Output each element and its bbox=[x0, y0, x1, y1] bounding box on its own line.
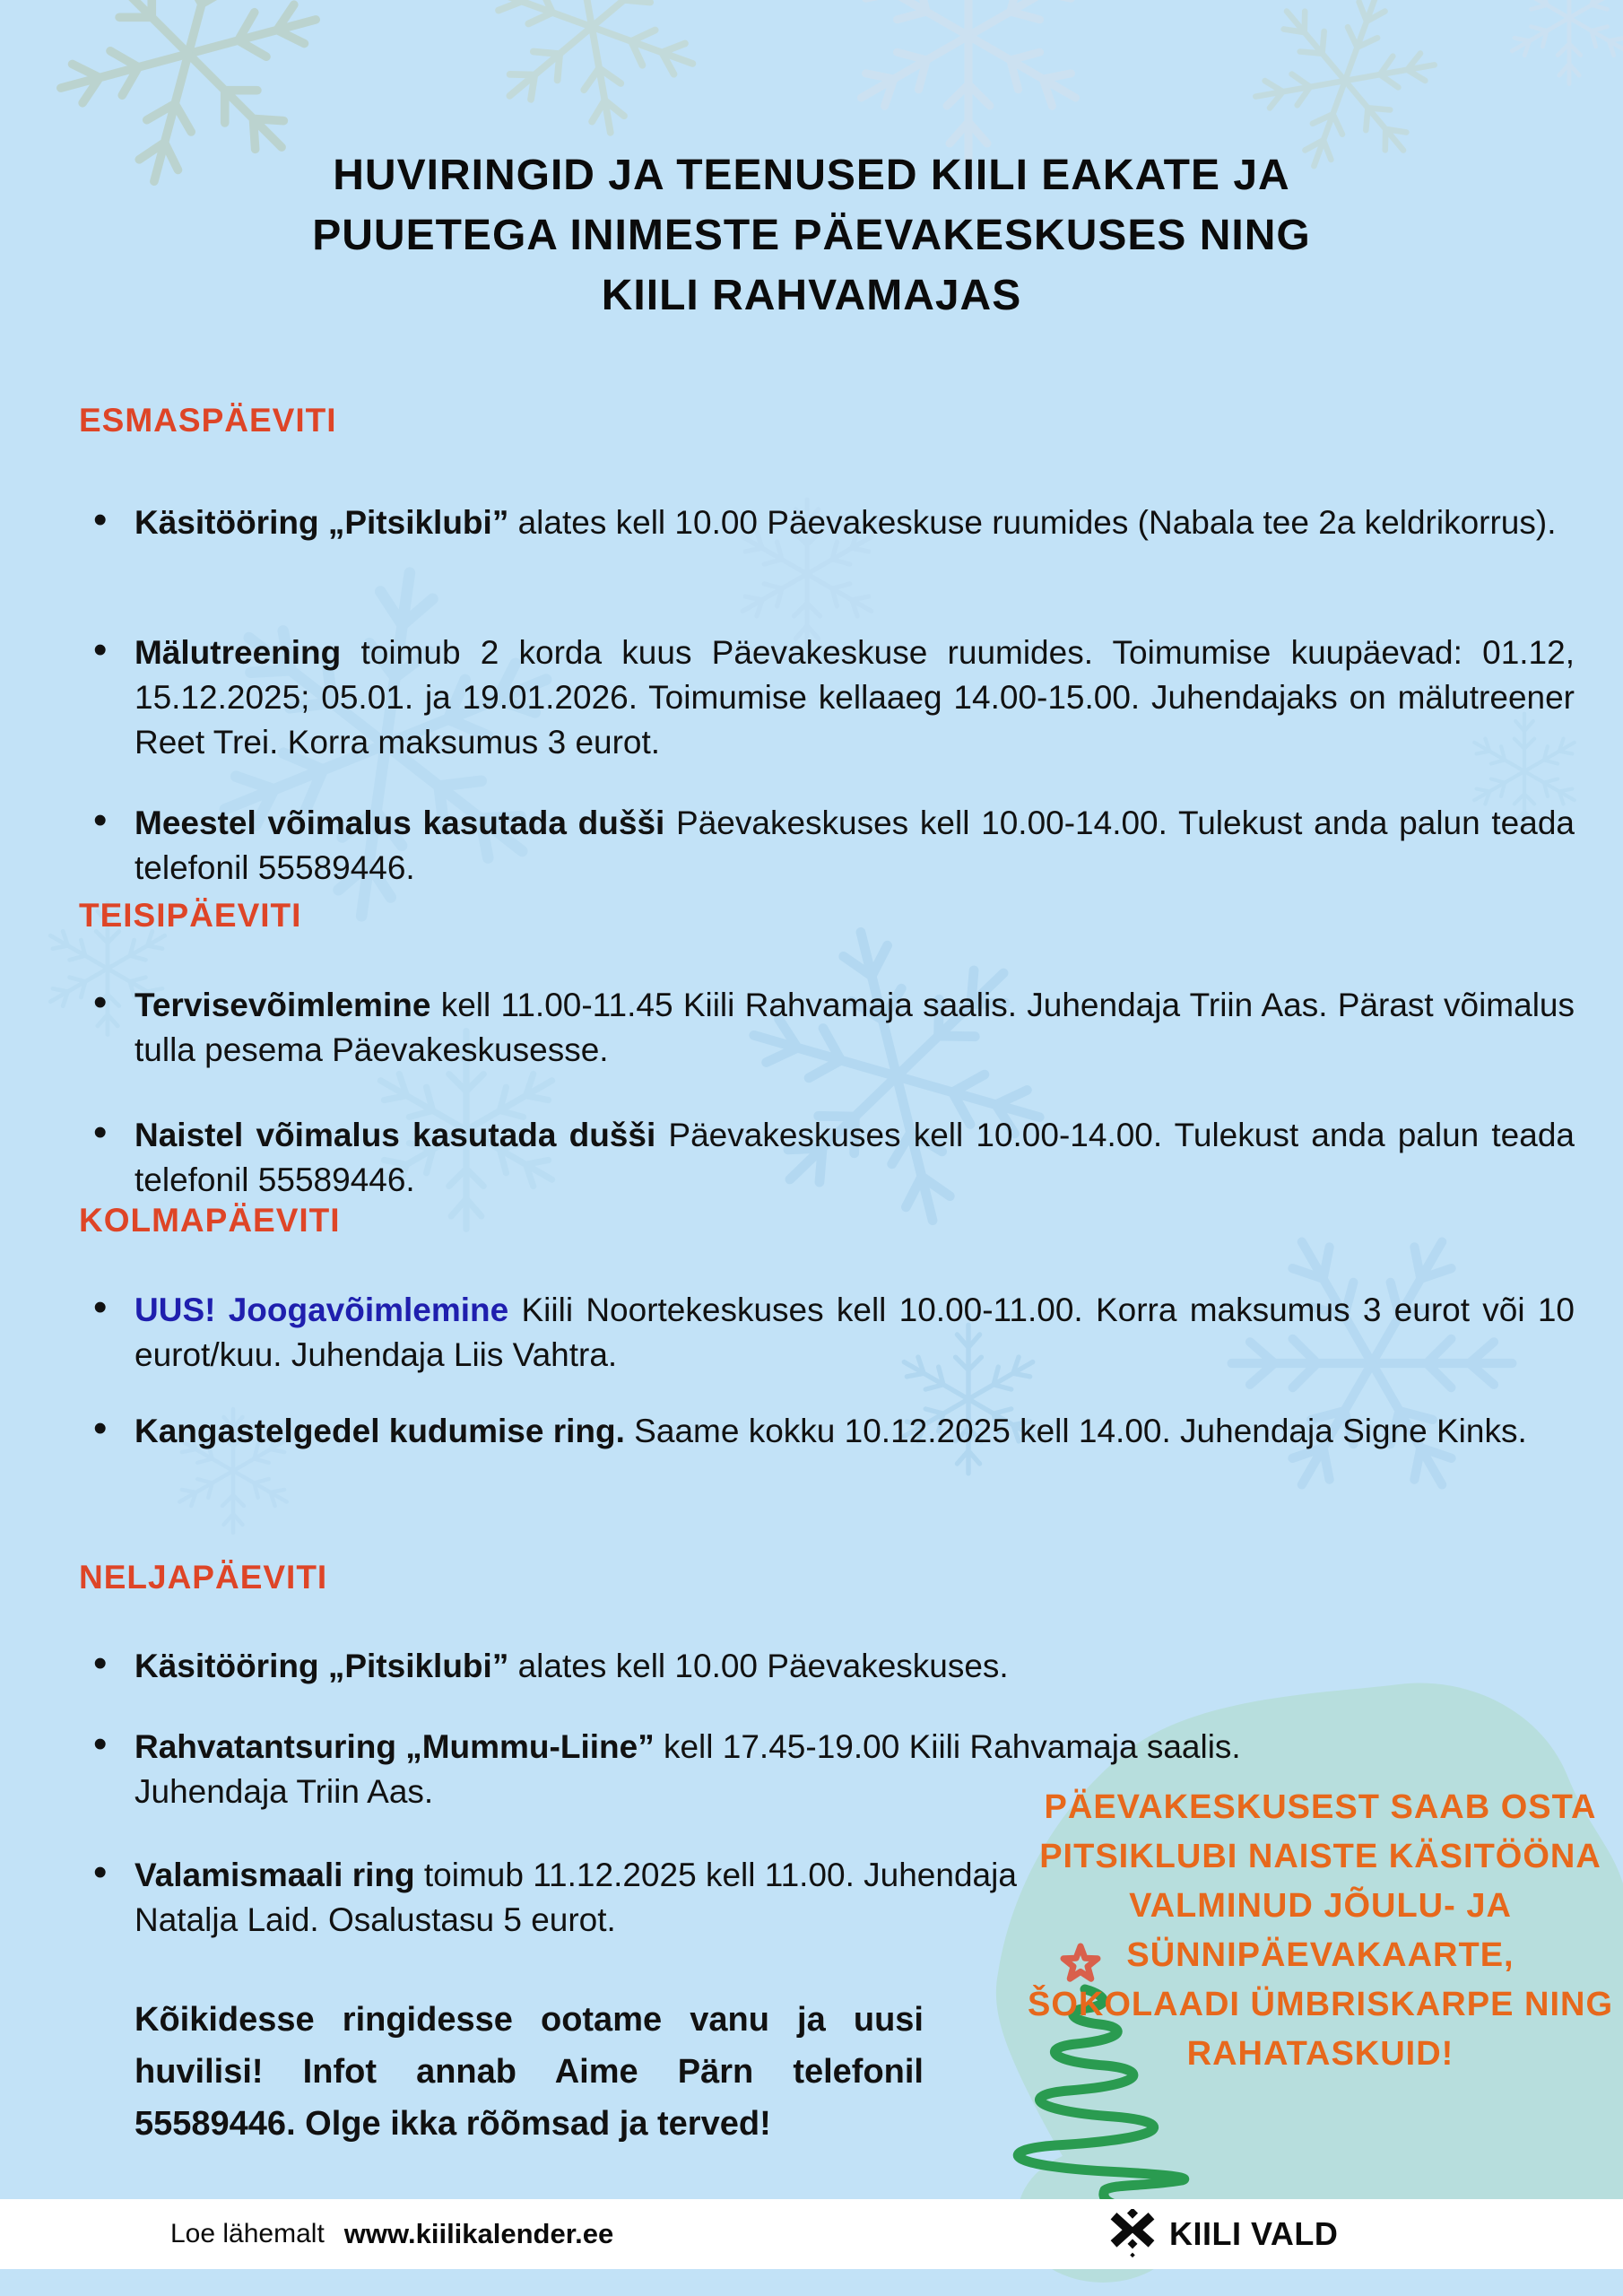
item-text: kell 17.45-19.00 Kiili Rahvamaja saalis. Juhendaja Triin Aas. bbox=[135, 1728, 1241, 1810]
footer-read-more bbox=[170, 2199, 613, 2269]
list-item bbox=[135, 801, 1575, 891]
item-text: kell 11.00-11.45 Kiili Rahvamaja saalis. Juhendaja Triin Aas. Pärast võimalus tulla pesema Päevakeskusesse. bbox=[135, 987, 1575, 1068]
list-item bbox=[135, 983, 1575, 1073]
footer-label: Loe lähemalt bbox=[170, 2219, 325, 2248]
section-header-wednesday: KOLMAPÄEVITI bbox=[79, 1202, 341, 1239]
item-text: Kiili Noortekeskuses kell 10.00-11.00. Korra maksumus 3 eurot või 10 eurot/kuu. Juhendaja Liis Vahtra. bbox=[135, 1292, 1575, 1373]
item-lead: Rahvatantsuring „Mummu-Liine” bbox=[135, 1728, 655, 1765]
section-header-thursday: NELJAPÄEVITI bbox=[79, 1559, 328, 1596]
promo-text: PÄEVAKESKUSEST SAAB OSTA PITSIKLUBI NAISTE KÄSITÖÖNA VALMINUD JÕULU- JA SÜNNIPÄEVAKAARTE, ŠOKOLAADI ÜMBRISKARPE NING RAHATASKUID! bbox=[1027, 1788, 1614, 2073]
footer-website-link[interactable]: www.kiilikalender.ee bbox=[343, 2218, 614, 2249]
list-item bbox=[135, 1288, 1575, 1378]
municipality-brand bbox=[1110, 2199, 1338, 2269]
item-lead: Mälutreening bbox=[135, 634, 342, 671]
kiili-vald-logo-icon bbox=[1110, 2209, 1155, 2259]
item-text: Päevakeskuses kell 10.00-14.00. Tulekust anda palun teada telefonil 55589446. bbox=[135, 804, 1575, 886]
item-lead: Käsitööring „Pitsiklubi” bbox=[135, 1648, 509, 1684]
item-lead: Kangastelgedel kudumise ring. bbox=[135, 1413, 625, 1449]
section-header-monday: ESMASPÄEVITI bbox=[79, 402, 337, 439]
closing-note: Kõikidesse ringidesse ootame vanu ja uusi huvilisi! Infot annab Aime Pärn telefonil 55589446. Olge ikka rõõmsad ja terved! bbox=[135, 2001, 924, 2143]
item-text: alates kell 10.00 Päevakeskuses. bbox=[508, 1648, 1009, 1684]
page-title bbox=[0, 145, 1623, 326]
item-text: toimub 2 korda kuus Päevakeskuse ruumides. Toimumise kuupäevad: 01.12, 15.12.2025; 05.01. ja 19.01.2026. Toimumise kellaaeg 14.00-15.00. Juhendajaks on mälutreener Reet Trei. Korra maksumus 3 eurot. bbox=[135, 634, 1575, 761]
item-text: alates kell 10.00 Päevakeskuse ruumides (Nabala tee 2a keldrikorrus). bbox=[508, 504, 1557, 541]
footer-bar bbox=[0, 2199, 1623, 2269]
item-lead: Meestel võimalus kasutada dušši bbox=[135, 804, 665, 841]
list-item bbox=[135, 1113, 1575, 1203]
list-item bbox=[135, 631, 1575, 765]
item-text: Päevakeskuses kell 10.00-14.00. Tulekust anda palun teada telefonil 55589446. bbox=[135, 1117, 1575, 1198]
title-line-3: KIILI RAHVAMAJAS bbox=[601, 272, 1022, 319]
item-lead: Käsitööring „Pitsiklubi” bbox=[135, 504, 509, 541]
item-text: Saame kokku 10.12.2025 kell 14.00. Juhendaja Signe Kinks. bbox=[624, 1413, 1527, 1449]
title-line-1: HUVIRINGID JA TEENUSED KIILI EAKATE JA bbox=[333, 152, 1290, 199]
item-text: toimub 11.12.2025 kell 11.00. Juhendaja Natalja Laid. Osalustasu 5 eurot. bbox=[135, 1857, 1017, 1938]
item-lead: Tervisevõimlemine bbox=[135, 987, 431, 1023]
brand-name: KIILI VALD bbox=[1169, 2215, 1339, 2252]
list-item bbox=[135, 1853, 1022, 1943]
list-item bbox=[135, 1409, 1575, 1454]
item-lead: Valamismaali ring bbox=[135, 1857, 415, 1893]
item-lead: Naistel võimalus kasutada dušši bbox=[135, 1117, 656, 1153]
section-header-tuesday: TEISIPÄEVITI bbox=[79, 897, 302, 934]
list-item bbox=[135, 1644, 1480, 1689]
item-lead-new: UUS! Joogavõimlemine bbox=[135, 1292, 509, 1328]
list-item bbox=[135, 500, 1575, 545]
title-line-2: PUUETEGA INIMESTE PÄEVAKESKUSES NING bbox=[312, 212, 1311, 259]
